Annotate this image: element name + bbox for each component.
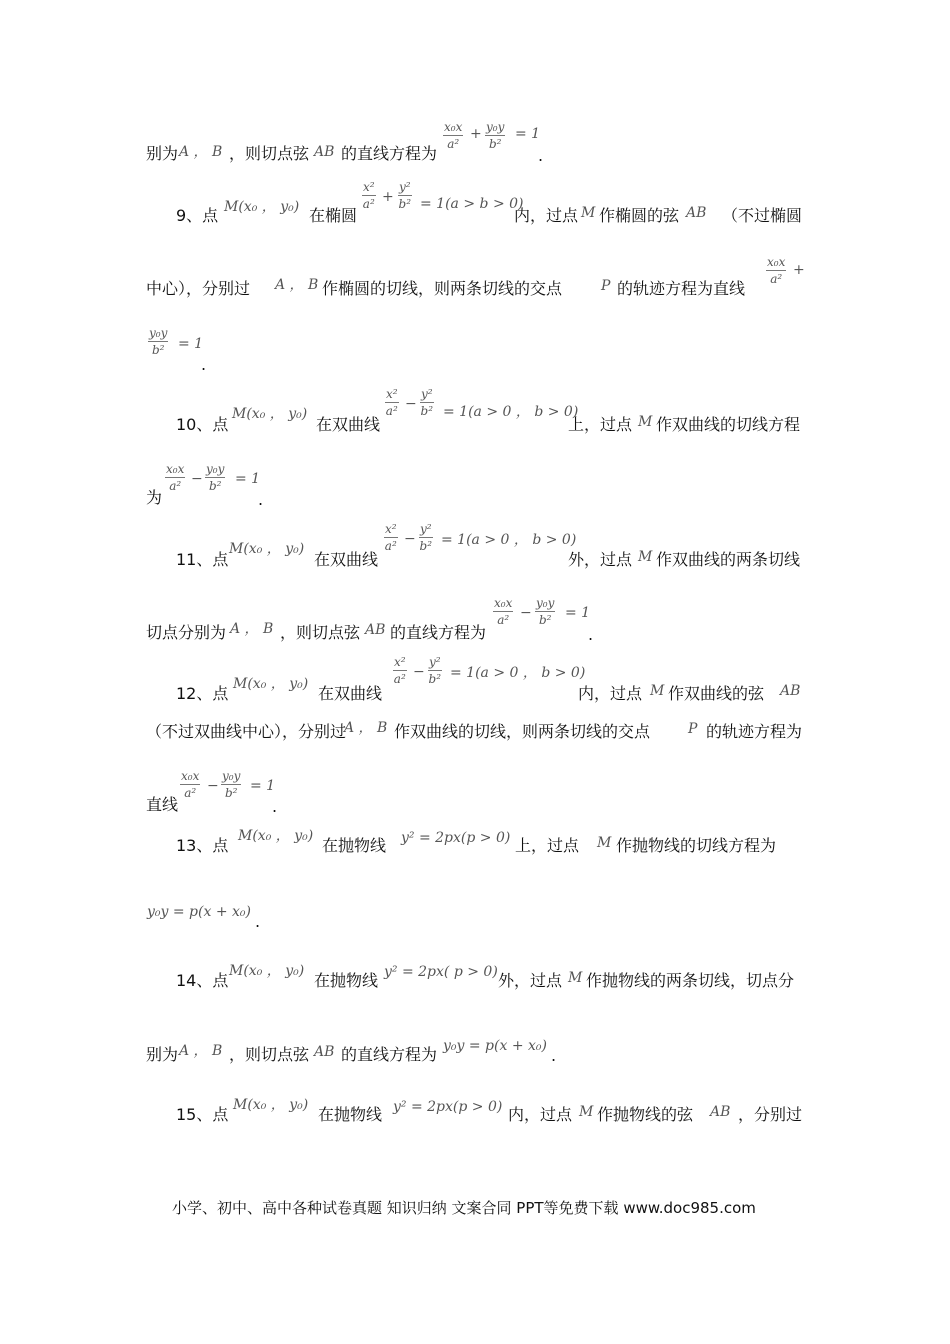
fraction: $\frac{\text{x₀x}}{\text{a²}}$: [181, 769, 200, 800]
text: 内，过点: [508, 1105, 573, 1124]
math-m: M: [638, 414, 653, 430]
fraction: $\frac{\text{y₀y}}{\text{b²}}$: [486, 120, 505, 151]
math-plus: +: [793, 262, 805, 278]
math-point-m: M(x₀ ， y₀): [229, 963, 305, 979]
math-condition: = 1(a > 0 ， b > 0): [443, 404, 579, 420]
math-eq: = 1: [235, 471, 261, 487]
fraction: $\frac{\text{y²}}{\text{b²}}$: [419, 522, 433, 553]
text: （不过椭圆: [722, 206, 803, 225]
math-point-m: M(x₀ ， y₀): [229, 541, 305, 557]
math-point-m: M(x₀ ， y₀): [233, 1097, 309, 1113]
text: .: [272, 797, 278, 816]
math-chord: AB: [314, 144, 335, 160]
page-footer: 小学、初中、高中各种试卷真题 知识归纳 文案合同 PPT等免费下载 www.doc985.com: [172, 1199, 756, 1217]
fraction: $\frac{\text{y₀y}}{\text{b²}}$: [206, 462, 225, 493]
item-number: 10、点: [176, 415, 229, 434]
math-minus: −: [405, 396, 417, 412]
math-chord: AB: [686, 205, 707, 221]
fraction: $\frac{\text{x₀x}}{\text{a²}}$: [444, 120, 463, 151]
math-m: M: [597, 835, 612, 851]
text: 在双曲线: [316, 415, 381, 434]
math-points: A ， B: [230, 621, 274, 637]
math-chord: AB: [780, 683, 801, 699]
math-points: A ， B: [179, 1043, 223, 1059]
math-eq: = 1: [178, 336, 204, 352]
text: .: [551, 1046, 557, 1065]
math-m: M: [581, 205, 596, 221]
text: 在抛物线: [322, 836, 387, 855]
text: 内，过点: [578, 684, 643, 703]
text: 的轨迹方程为直线: [617, 279, 746, 298]
text: 内，过点: [514, 206, 579, 225]
text: 别为: [146, 144, 179, 163]
text: 作双曲线的弦: [668, 684, 765, 703]
fraction: $\frac{\text{x₀x}}{\text{a²}}$: [166, 462, 185, 493]
text: 作椭圆的切线，则两条切线的交点: [322, 279, 563, 298]
text: .: [258, 490, 264, 509]
fraction: $\frac{\text{y²}}{\text{b²}}$: [428, 655, 442, 686]
math-chord-eq: y₀y = p(x + x₀): [443, 1038, 547, 1054]
item-number: 15、点: [176, 1105, 229, 1124]
math-eq: = 1: [515, 126, 541, 142]
math-parabola: y² = 2px( p > 0): [384, 964, 498, 980]
item-number: 9、点: [176, 206, 219, 225]
fraction: $\frac{\text{y₀y}}{\text{b²}}$: [149, 326, 168, 357]
math-minus: −: [207, 778, 219, 794]
math-m: M: [568, 970, 583, 986]
math-points: A ， B: [344, 720, 388, 736]
text: 切点分别为: [146, 623, 227, 642]
text: 作双曲线的两条切线: [656, 550, 801, 569]
math-point-m: M(x₀ ， y₀): [232, 406, 308, 422]
item-number: 14、点: [176, 971, 229, 990]
math-plus: +: [382, 189, 394, 205]
math-chord: AB: [365, 622, 386, 638]
text: （不过双曲线中心），分别过: [146, 722, 347, 741]
math-parabola: y² = 2px(p > 0): [401, 830, 511, 846]
text: 作抛物线的弦: [597, 1105, 694, 1124]
math-point-m: M(x₀ ， y₀): [233, 676, 309, 692]
math-plus: +: [470, 126, 482, 142]
math-condition: = 1(a > b > 0): [420, 196, 524, 212]
math-tangent: y₀y = p(x + x₀): [147, 904, 251, 920]
text: 作椭圆的弦: [599, 206, 680, 225]
text: 中心），分别过: [146, 279, 251, 298]
text: 作抛物线的两条切线，切点分: [586, 971, 795, 990]
item-number: 11、点: [176, 550, 229, 569]
text: 外，过点: [498, 971, 563, 990]
text: .: [538, 146, 544, 165]
text: 在双曲线: [314, 550, 379, 569]
math-point-m: M(x₀ ， y₀): [238, 828, 314, 844]
text: 的直线方程为: [390, 623, 487, 642]
text: .: [201, 355, 207, 374]
text: 在椭圆: [309, 206, 358, 225]
text: .: [255, 912, 261, 931]
fraction: $\frac{\text{x²}}{\text{a²}}$: [384, 522, 397, 553]
math-parabola: y² = 2px(p > 0): [393, 1099, 503, 1115]
math-condition: = 1(a > 0 ， b > 0): [441, 532, 577, 548]
math-m: M: [638, 549, 653, 565]
text: ，则切点弦: [229, 144, 310, 163]
math-eq: = 1: [250, 778, 276, 794]
text: 上，过点: [515, 836, 580, 855]
math-chord: AB: [710, 1104, 731, 1120]
text: 直线: [146, 795, 179, 814]
math-m: M: [579, 1104, 594, 1120]
fraction: $\frac{\text{x²}}{\text{a²}}$: [362, 180, 375, 211]
item-number: 13、点: [176, 836, 229, 855]
item-number: 12、点: [176, 684, 229, 703]
math-minus: −: [413, 664, 425, 680]
fraction: $\frac{\text{y₀y}}{\text{b²}}$: [536, 596, 555, 627]
fraction: $\frac{\text{y²}}{\text{b²}}$: [420, 387, 434, 418]
text: 作双曲线的切线方程: [656, 415, 801, 434]
math-chord: AB: [314, 1044, 335, 1060]
text: 别为: [146, 1045, 179, 1064]
text: 的轨迹方程为: [706, 722, 803, 741]
text: 的直线方程为: [341, 1045, 438, 1064]
math-m: M: [650, 683, 665, 699]
text: 作双曲线的切线，则两条切线的交点: [394, 722, 651, 741]
text: ，则切点弦: [229, 1045, 310, 1064]
math-eq: = 1: [565, 605, 591, 621]
text: 在抛物线: [314, 971, 379, 990]
fraction: $\frac{\text{x²}}{\text{a²}}$: [393, 655, 406, 686]
math-minus: −: [520, 605, 532, 621]
math-p: P: [688, 721, 698, 737]
text: ，则切点弦: [280, 623, 361, 642]
text: 为: [146, 488, 163, 507]
math-points: A ， B: [179, 144, 223, 160]
text: 作抛物线的切线方程为: [616, 836, 777, 855]
fraction: $\frac{\text{x₀x}}{\text{a²}}$: [494, 596, 513, 627]
text: 外，过点: [568, 550, 633, 569]
text: ，分别过: [738, 1105, 803, 1124]
text: 上，过点: [568, 415, 633, 434]
text: 在双曲线: [318, 684, 383, 703]
math-p: P: [601, 278, 611, 294]
math-minus: −: [404, 531, 416, 547]
math-condition: = 1(a > 0 ， b > 0): [450, 665, 586, 681]
text: .: [588, 625, 594, 644]
text: 在抛物线: [318, 1105, 383, 1124]
math-points: A ， B: [275, 277, 319, 293]
text: 的直线方程为: [341, 144, 438, 163]
fraction: $\frac{\text{y₀y}}{\text{b²}}$: [222, 769, 241, 800]
fraction: $\frac{\text{x₀x}}{\text{a²}}$: [767, 255, 786, 286]
fraction: $\frac{\text{x²}}{\text{a²}}$: [385, 387, 398, 418]
math-minus: −: [191, 471, 203, 487]
math-point-m: M(x₀ ， y₀): [224, 199, 300, 215]
fraction: $\frac{\text{y²}}{\text{b²}}$: [398, 180, 412, 211]
